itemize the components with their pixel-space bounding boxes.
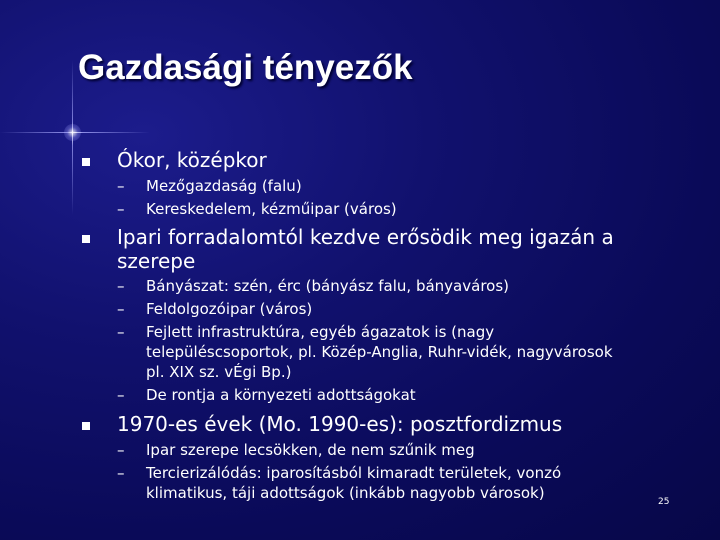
- square-bullet-icon: [82, 158, 90, 166]
- sub-item: Kereskedelem, kézműipar (város): [146, 200, 397, 218]
- slide-title: Gazdasági tényezők: [78, 48, 413, 87]
- page-number: 25: [658, 497, 670, 507]
- bullet-text-3: 1970-es évek (Mo. 1990-es): posztfordizmus: [117, 412, 563, 436]
- sub-item: Bányászat: szén, érc (bányász falu, bányaváros): [146, 277, 510, 295]
- square-bullet-icon: [82, 422, 90, 430]
- dash-bullet: –: [117, 177, 125, 195]
- dash-bullet: –: [117, 441, 125, 459]
- square-bullet-icon: [82, 235, 90, 243]
- sub-item-line2: településcsoportok, pl. Közép-Anglia, Ruhr-vidék, nagyvárosok: [146, 343, 613, 361]
- sub-item: Feldolgozóipar (város): [146, 300, 313, 318]
- dash-bullet: –: [117, 200, 125, 218]
- sub-item: Mezőgazdaság (falu): [146, 177, 302, 195]
- sub-item-line2: klimatikus, táji adottságok (inkább nagyobb városok): [146, 484, 545, 502]
- sub-item: Ipar szerepe lecsökken, de nem szűnik meg: [146, 441, 475, 459]
- dash-bullet: –: [117, 386, 125, 404]
- bullet-text-2-line2: szerepe: [117, 249, 196, 273]
- bullet-text-1: Ókor, középkor: [117, 148, 267, 172]
- dash-bullet: –: [117, 300, 125, 318]
- dash-bullet: –: [117, 464, 125, 482]
- bullet-text-2-line1: Ipari forradalomtól kezdve erősödik meg igazán a: [117, 225, 614, 249]
- star-flare-icon: [64, 124, 81, 141]
- sub-item-line3: pl. XIX sz. vÉgi Bp.): [146, 363, 292, 381]
- sub-item-line1: Tercierizálódás: iparosításból kimaradt területek, vonzó: [146, 464, 562, 482]
- sub-item-line1: Fejlett infrastruktúra, egyéb ágazatok is (nagy: [146, 323, 495, 341]
- dash-bullet: –: [117, 323, 125, 341]
- sub-item: De rontja a környezeti adottságokat: [146, 386, 416, 404]
- dash-bullet: –: [117, 277, 125, 295]
